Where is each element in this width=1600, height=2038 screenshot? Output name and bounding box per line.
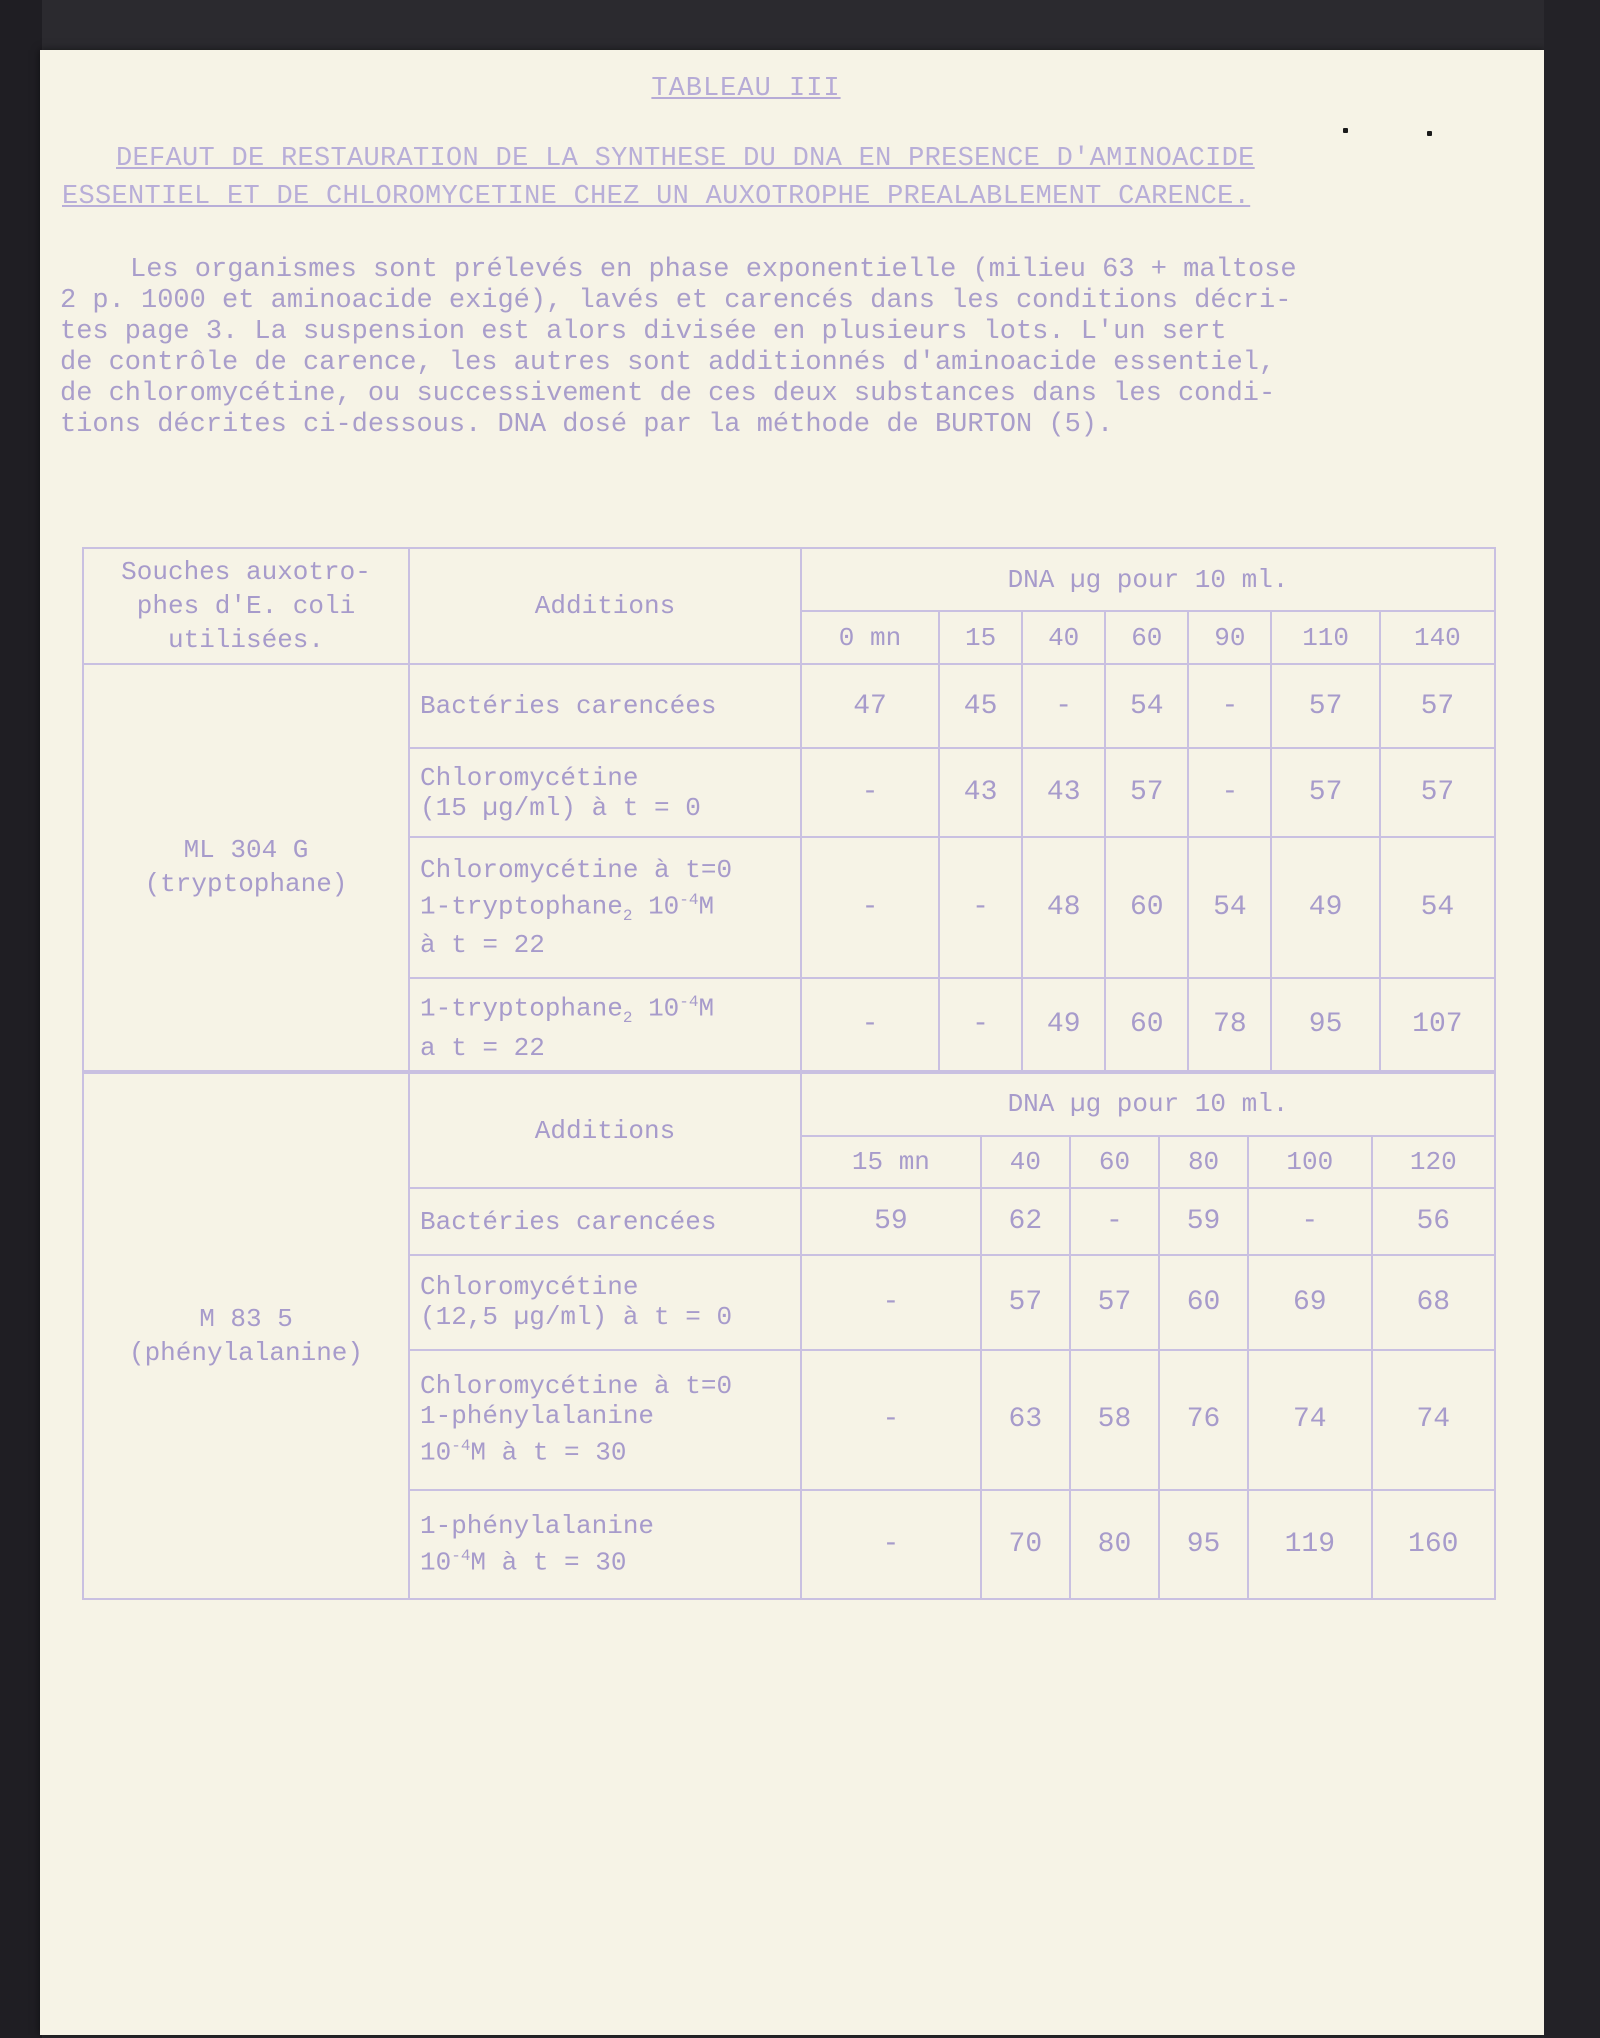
row-label [409,1350,801,1490]
time-header: 60 [1105,611,1188,664]
row-label-text: (12,5 µg/ml) à t = 0 [420,1302,733,1333]
row-label-part: 10 [420,1438,452,1469]
value-cell: 54 [1188,837,1271,978]
time-header: 110 [1271,611,1379,664]
row-label-text [420,885,796,931]
document-title: TABLEAU III [651,74,841,104]
row-label-text: 1-phénylalanine [420,1401,655,1432]
time-header: 120 [1372,1136,1495,1188]
row-label-part: 1-tryptophane [420,993,623,1024]
value-cell: - [801,1490,981,1599]
paragraph-line: Les organismes sont prélevés en phase exponentielle (milieu 63 + maltose [130,255,1297,285]
desk-background [0,0,42,2038]
subtitle-line: ESSENTIEL ET DE CHLOROMYCETINE CHEZ UN AUXOTROPHE PREALABLEMENT CARENCE. [62,182,1251,212]
value-cell: - [939,837,1022,978]
row-label-text [420,1431,796,1468]
value-cell: 76 [1159,1350,1248,1490]
value-cell: 107 [1380,978,1495,1071]
value-cell: - [1188,664,1271,748]
strain-name: M 83 5 [199,1304,293,1334]
value-cell: 74 [1248,1350,1371,1490]
paragraph-line: tions décrites ci-dessous. DNA dosé par la méthode de BURTON (5). [60,410,1114,440]
ink-speck [1343,128,1348,133]
row-label [409,664,801,748]
value-cell: 57 [1271,664,1379,748]
paragraph-line: de contrôle de carence, les autres sont additionnés d'aminoacide essentiel, [60,348,1276,378]
row-label-part: 1-tryptophane [420,891,623,922]
value-cell: 95 [1159,1490,1248,1599]
row-label [409,1255,801,1349]
value-cell: 80 [1070,1490,1159,1599]
row-label-part: 10 [420,1547,452,1578]
row-label-sup: -4 [451,1547,471,1566]
value-cell: 43 [939,748,1022,837]
value-cell: 70 [981,1490,1070,1599]
row-label-text [420,987,796,1033]
value-cell: 74 [1372,1350,1495,1490]
row-label-text: 1-phénylalanine [420,1511,655,1542]
value-cell: 160 [1372,1490,1495,1599]
value-cell: 59 [1159,1188,1248,1255]
paragraph-line: de chloromycétine, ou successivement de ces deux substances dans les condi- [60,379,1276,409]
additions-header: Additions [409,1073,801,1188]
value-cell: 49 [1022,978,1105,1071]
time-header: 15 [939,611,1022,664]
row-label [409,748,801,837]
row-label-text: Chloromycétine [420,762,639,793]
value-cell: 95 [1271,978,1379,1071]
desk-background-right [1544,0,1600,2038]
row-label-part: 10 [648,993,680,1024]
row-label-part: M à t = 30 [470,1547,627,1578]
row-label-text: à t = 22 [420,930,545,961]
row-label-part: 10 [648,891,680,922]
results-table-block2 [82,1072,1496,1600]
value-cell: - [801,748,939,837]
value-cell: 57 [1070,1255,1159,1349]
row-label-sup: -4 [451,1437,471,1456]
row-label-sup: -4 [679,992,699,1011]
value-cell: 57 [1105,748,1188,837]
value-cell: 62 [981,1188,1070,1255]
value-cell: 68 [1372,1255,1495,1349]
subtitle-line: DEFAUT DE RESTAURATION DE LA SYNTHESE DU DNA EN PRESENCE D'AMINOACIDE [116,144,1255,174]
row-label-part: M [698,993,715,1024]
value-cell: 43 [1022,748,1105,837]
value-cell: - [1188,748,1271,837]
value-cell: 69 [1248,1255,1371,1349]
value-cell: 63 [981,1350,1070,1490]
strain-cell [83,1073,409,1599]
value-cell: 78 [1188,978,1271,1071]
paragraph-line: 2 p. 1000 et aminoacide exigé), lavés et carencés dans les conditions décri- [60,286,1292,316]
dna-header: DNA µg pour 10 ml. [801,1073,1495,1136]
row-label [409,978,801,1071]
row-label-sub: 2 [622,906,633,925]
time-header: 100 [1248,1136,1371,1188]
row-label-text: Chloromycétine à t=0 [420,854,733,885]
strain-header-line: utilisées. [167,624,325,655]
strain-cell [83,664,409,1071]
value-cell: 47 [801,664,939,748]
row-label-sup: -4 [679,890,699,909]
row-label-text: Bactéries carencées [420,1206,717,1237]
row-label-part: M à t = 30 [470,1438,627,1469]
row-label-text: (15 µg/ml) à t = 0 [420,792,701,823]
time-header: 15 mn [801,1136,981,1188]
row-label-text: Bactéries carencées [420,691,717,722]
dna-header: DNA µg pour 10 ml. [801,548,1495,611]
value-cell: 48 [1022,837,1105,978]
strain-amino: (tryptophane) [144,869,348,900]
value-cell: 58 [1070,1350,1159,1490]
value-cell: 57 [981,1255,1070,1349]
value-cell: 57 [1380,748,1495,837]
value-cell: 60 [1159,1255,1248,1349]
strain-header-line: Souches auxotro- [121,556,371,587]
value-cell: 119 [1248,1490,1371,1599]
value-cell: - [801,1350,981,1490]
value-cell: 54 [1105,664,1188,748]
row-label-text: Chloromycétine à t=0 [420,1371,733,1402]
time-header: 40 [1022,611,1105,664]
value-cell: 57 [1271,748,1379,837]
time-header: 0 mn [801,611,939,664]
paragraph-line: tes page 3. La suspension est alors divisée en plusieurs lots. L'un sert [60,317,1227,347]
value-cell: 59 [801,1188,981,1255]
strain-name: ML 304 G [183,835,309,866]
value-cell: 56 [1372,1188,1495,1255]
document-subtitle [62,140,1422,216]
value-cell: 57 [1380,664,1495,748]
row-label [409,837,801,978]
row-label [409,1490,801,1599]
results-table [82,547,1496,1072]
row-label-sub: 2 [622,1008,633,1027]
value-cell: - [1022,664,1105,748]
value-cell: - [801,978,939,1071]
time-header: 90 [1188,611,1271,664]
value-cell: - [939,978,1022,1071]
time-header: 80 [1159,1136,1248,1188]
row-label-text: Chloromycétine [420,1272,639,1303]
value-cell: - [1248,1188,1371,1255]
time-header: 140 [1380,611,1495,664]
strain-header-line: phes d'E. coli [136,590,356,621]
row-label-text: a t = 22 [420,1032,545,1063]
strain-amino: (phénylalanine) [128,1338,364,1368]
description-paragraph [60,255,1440,441]
time-header: 60 [1070,1136,1159,1188]
time-header: 40 [981,1136,1070,1188]
row-label-text [420,1541,796,1578]
value-cell: 60 [1105,978,1188,1071]
value-cell: 60 [1105,837,1188,978]
ink-speck [1427,131,1432,136]
value-cell: - [1070,1188,1159,1255]
row-label-part: M [698,891,715,922]
value-cell: - [801,837,939,978]
value-cell: 49 [1271,837,1379,978]
value-cell: 45 [939,664,1022,748]
strain-header [83,548,409,664]
additions-header: Additions [409,548,801,664]
row-label [409,1188,801,1255]
value-cell: - [801,1255,981,1349]
value-cell: 54 [1380,837,1495,978]
